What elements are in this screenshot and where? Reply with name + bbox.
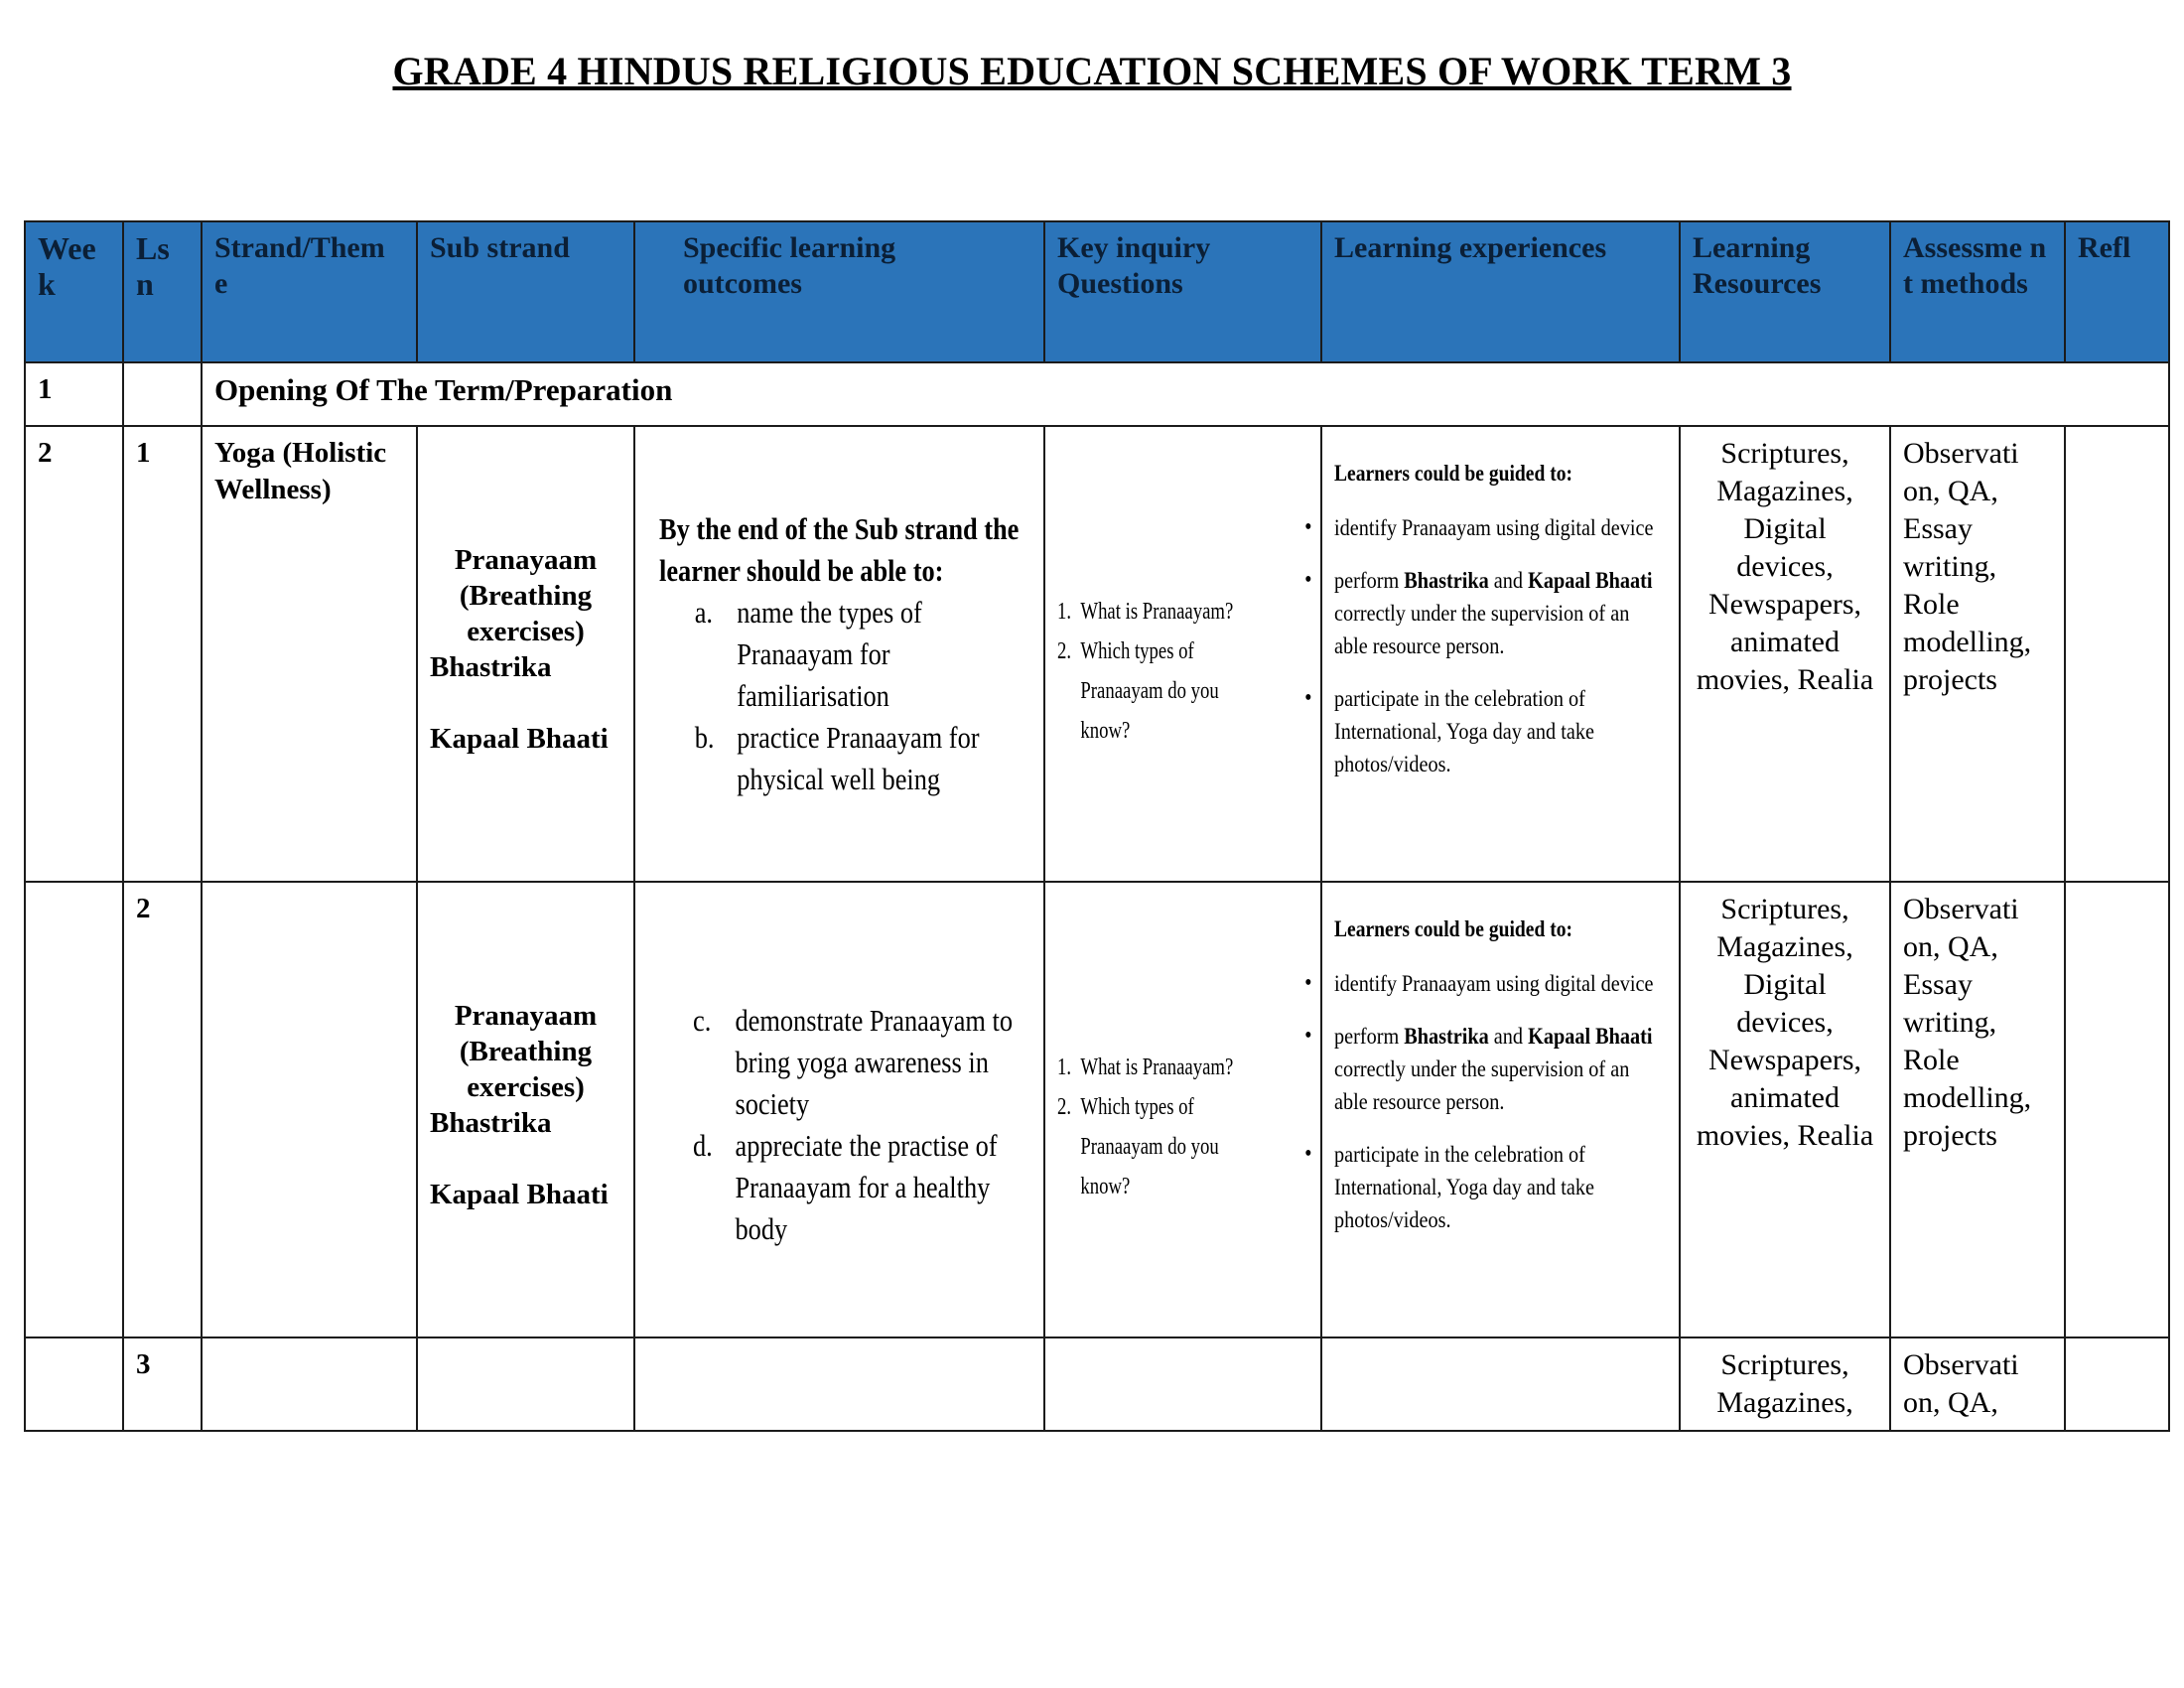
- question-item: [1057, 592, 1308, 632]
- cell-reflection: [2065, 426, 2169, 882]
- question-number: 1.: [1057, 1055, 1072, 1080]
- cell-questions: [1044, 426, 1321, 882]
- outcome-key: b.: [694, 720, 715, 755]
- cell-resources: Scriptures, Magazines, Digital devices, Newspapers, animated movies, Realia: [1680, 882, 1890, 1337]
- experiences-heading: Learners could be guided to:: [1334, 916, 1573, 941]
- header-lesson: Ls n: [123, 221, 202, 362]
- experience-item: • participate in the celebration of International, Yoga day and take photos/videos.: [1334, 682, 1662, 780]
- outcome-key: d.: [693, 1128, 713, 1163]
- cell-assessment: Observati on, QA,: [1890, 1337, 2065, 1431]
- question-number: 1.: [1057, 599, 1072, 625]
- header-assessment: Assessme nt methods: [1890, 221, 2065, 362]
- header-substrand: Sub strand: [417, 221, 634, 362]
- cell-substrand: [417, 1337, 634, 1431]
- opening-text: Opening Of The Term/Preparation: [202, 362, 2169, 426]
- table-row: [25, 1337, 2169, 1431]
- substrand-line: Pranayaam: [454, 1000, 598, 1032]
- table-row: [25, 882, 2169, 1337]
- outcome-text: name the types of Pranaayam for familiarisation: [737, 595, 922, 713]
- experience-item: • identify Pranaayam using digital device: [1334, 967, 1662, 1000]
- question-text: What is Pranaayam?: [1080, 599, 1234, 625]
- cell-lesson: 1: [123, 426, 202, 882]
- cell-week: 2: [25, 426, 123, 882]
- header-strand: Strand/Them e: [202, 221, 417, 362]
- cell-outcomes: [634, 426, 1044, 882]
- question-item: [1057, 1048, 1308, 1087]
- cell-strand: Yoga (Holistic Wellness): [202, 426, 417, 882]
- header-week: Wee k: [25, 221, 123, 362]
- scheme-table: [24, 220, 2170, 1432]
- question-text: Which types of Pranaayam do you know?: [1080, 638, 1219, 744]
- substrand-line: Bhastrika: [430, 651, 552, 683]
- cell-strand: [202, 882, 417, 1337]
- outcome-text: appreciate the practise of Pranaayam for a healthy body: [735, 1128, 998, 1246]
- cell-lesson: [123, 362, 202, 426]
- table-row-opening: [25, 362, 2169, 426]
- cell-substrand: [417, 426, 634, 882]
- header-resources: Learning Resources: [1680, 221, 1890, 362]
- cell-lesson: 3: [123, 1337, 202, 1431]
- outcome-key: c.: [693, 1003, 712, 1038]
- outcome-item: [659, 592, 1032, 717]
- substrand-line: Bhastrika: [430, 1107, 552, 1139]
- substrand-line: Pranayaam: [454, 544, 598, 576]
- substrand-line: exercises): [467, 616, 585, 647]
- cell-questions: [1044, 882, 1321, 1337]
- header-experiences: Learning experiences: [1321, 221, 1680, 362]
- cell-substrand: [417, 882, 634, 1337]
- question-number: 2.: [1057, 1094, 1072, 1120]
- experience-item: • perform Bhastrika and Kapaal Bhaati correctly under the supervision of an able resource person.: [1334, 564, 1662, 662]
- table-row: [25, 426, 2169, 882]
- substrand-line: (Breathing: [459, 580, 593, 612]
- cell-outcomes: [634, 882, 1044, 1337]
- outcome-item: [659, 1000, 1032, 1125]
- experience-item: • participate in the celebration of International, Yoga day and take photos/videos.: [1334, 1138, 1662, 1236]
- question-text: Which types of Pranaayam do you know?: [1080, 1094, 1219, 1199]
- substrand-line: (Breathing: [459, 1036, 593, 1067]
- header-outcomes: Specific learning outcomes: [634, 221, 1044, 362]
- substrand-line: Kapaal Bhaati: [430, 1179, 609, 1210]
- cell-week: [25, 1337, 123, 1431]
- header-row: [25, 221, 2169, 362]
- outcomes-heading: By the end of the Sub strand the learner should be able to:: [659, 511, 1020, 588]
- question-item: [1057, 1087, 1308, 1206]
- cell-reflection: [2065, 1337, 2169, 1431]
- cell-resources: Scriptures, Magazines, Digital devices, Newspapers, animated movies, Realia: [1680, 426, 1890, 882]
- cell-assessment: Observati on, QA, Essay writing, Role modelling, projects: [1890, 882, 2065, 1337]
- header-reflection: Refl: [2065, 221, 2169, 362]
- outcome-text: practice Pranaayam for physical well being: [737, 720, 980, 796]
- question-text: What is Pranaayam?: [1080, 1055, 1234, 1080]
- cell-outcomes: [634, 1337, 1044, 1431]
- cell-strand: [202, 1337, 417, 1431]
- cell-week: [25, 882, 123, 1337]
- experience-item: • identify Pranaayam using digital device: [1334, 511, 1662, 544]
- cell-experiences: [1321, 426, 1680, 882]
- substrand-line: Kapaal Bhaati: [430, 723, 609, 755]
- cell-reflection: [2065, 882, 2169, 1337]
- document-title: GRADE 4 HINDUS RELIGIOUS EDUCATION SCHEMES OF WORK TERM 3: [392, 49, 1792, 93]
- experience-item: • perform Bhastrika and Kapaal Bhaati correctly under the supervision of an able resource person.: [1334, 1020, 1662, 1118]
- question-item: [1057, 632, 1308, 751]
- cell-week: 1: [25, 362, 123, 426]
- cell-lesson: 2: [123, 882, 202, 1337]
- outcome-text: demonstrate Pranaayam to bring yoga awareness in society: [735, 1003, 1014, 1121]
- substrand-line: exercises): [467, 1071, 585, 1103]
- cell-experiences: [1321, 882, 1680, 1337]
- cell-resources: Scriptures, Magazines,: [1680, 1337, 1890, 1431]
- cell-experiences: [1321, 1337, 1680, 1431]
- header-questions: Key inquiry Questions: [1044, 221, 1321, 362]
- outcome-key: a.: [694, 595, 713, 630]
- cell-assessment: Observati on, QA, Essay writing, Role modelling, projects: [1890, 426, 2065, 882]
- question-number: 2.: [1057, 638, 1072, 664]
- experiences-heading: Learners could be guided to:: [1334, 461, 1573, 486]
- outcome-item: [659, 1125, 1032, 1250]
- cell-questions: [1044, 1337, 1321, 1431]
- outcome-item: [659, 717, 1032, 800]
